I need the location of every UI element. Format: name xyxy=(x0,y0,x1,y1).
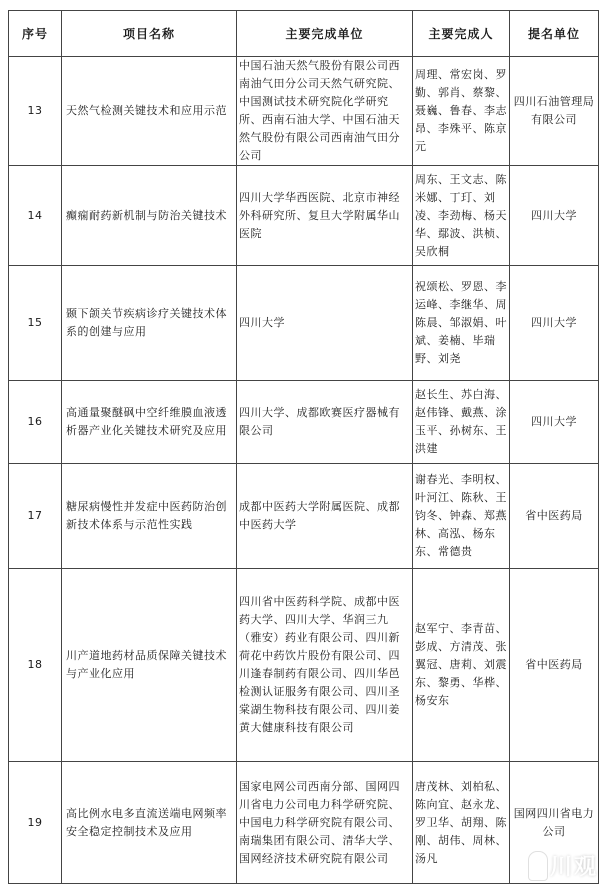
row-no: 18 xyxy=(9,569,62,762)
nominator: 四川大学 xyxy=(510,381,599,464)
header-nominator: 提名单位 xyxy=(510,11,599,57)
row-no: 17 xyxy=(9,464,62,569)
header-main-units: 主要完成单位 xyxy=(237,11,413,57)
project-name: 颞下颌关节疾病诊疗关键技术体系的创建与应用 xyxy=(62,266,237,381)
table-row xyxy=(9,166,599,266)
table-row xyxy=(9,762,599,884)
main-people: 周东、王文志、陈米娜、丁玎、刘凌、李劲梅、杨天华、鄢波、洪桢、吴欣桐 xyxy=(413,166,510,266)
header-row xyxy=(9,11,599,57)
row-no: 19 xyxy=(9,762,62,884)
header-main-people: 主要完成人 xyxy=(413,11,510,57)
main-units: 四川大学 xyxy=(237,266,413,381)
main-people: 唐茂林、刘柏私、陈向宜、赵永龙、罗卫华、胡翔、陈刚、胡伟、周林、汤凡 xyxy=(413,762,510,884)
main-people: 赵长生、苏白海、赵伟锋、戴燕、涂玉平、孙树东、王洪建 xyxy=(413,381,510,464)
project-name: 糖尿病慢性并发症中医药防治创新技术体系与示范性实践 xyxy=(62,464,237,569)
main-units: 四川大学、成都欧赛医疗器械有限公司 xyxy=(237,381,413,464)
row-no: 15 xyxy=(9,266,62,381)
main-units: 四川省中医药科学院、成都中医药大学、四川大学、华润三九（雅安）药业有限公司、四川新荷花中药饮片股份有限公司、四川逢春制药有限公司、四川华邑检测认证服务有限公司、四川圣棠湖生物科技有限公司、四川姜黄大健康科技有限公司 xyxy=(237,569,413,762)
main-units: 中国石油天然气股份有限公司西南油气田分公司天然气研究院、中国测试技术研究院化学研究所、西南石油大学、中国石油天然气股份有限公司西南油气田分公司 xyxy=(237,57,413,166)
row-no: 16 xyxy=(9,381,62,464)
project-name: 川产道地药材品质保障关键技术与产业化应用 xyxy=(62,569,237,762)
main-people: 周理、常宏岗、罗勤、郭肖、蔡黎、聂巍、鲁春、李志昂、李殊平、陈京元 xyxy=(413,57,510,166)
nominator: 四川大学 xyxy=(510,166,599,266)
header-project-name: 项目名称 xyxy=(62,11,237,57)
project-name: 癫痫耐药新机制与防治关键技术 xyxy=(62,166,237,266)
table-row xyxy=(9,266,599,381)
main-people: 谢春光、李明权、叶河江、陈秋、王钧冬、钟森、郑燕林、高泓、杨东东、常德贵 xyxy=(413,464,510,569)
table-row xyxy=(9,57,599,166)
nominator: 四川石油管理局有限公司 xyxy=(510,57,599,166)
table-row xyxy=(9,569,599,762)
header-no: 序号 xyxy=(9,11,62,57)
table-row xyxy=(9,464,599,569)
project-name: 天然气检测关键技术和应用示范 xyxy=(62,57,237,166)
chuanguan-logo-icon xyxy=(528,851,548,881)
main-units: 成都中医药大学附属医院、成都中医药大学 xyxy=(237,464,413,569)
awards-table xyxy=(8,10,599,884)
main-people: 祝颂松、罗恩、李运峰、李继华、周陈晨、邹淑娟、叶斌、姜楠、毕瑞野、刘尧 xyxy=(413,266,510,381)
row-no: 14 xyxy=(9,166,62,266)
table-row xyxy=(9,381,599,464)
watermark-text: 川观 xyxy=(549,855,598,880)
main-units: 四川大学华西医院、北京市神经外科研究所、复旦大学附属华山医院 xyxy=(237,166,413,266)
row-no: 13 xyxy=(9,57,62,166)
nominator: 省中医药局 xyxy=(510,569,599,762)
project-name: 高通量聚醚砜中空纤维膜血液透析器产业化关键技术研究及应用 xyxy=(62,381,237,464)
watermark xyxy=(528,850,598,881)
nominator: 省中医药局 xyxy=(510,464,599,569)
main-units: 国家电网公司西南分部、国网四川省电力公司电力科学研究院、中国电力科学研究院有限公司、南瑞集团有限公司、清华大学、国网经济技术研究院有限公司 xyxy=(237,762,413,884)
nominator: 国网四川省电力公司 xyxy=(510,762,599,884)
project-name: 高比例水电多直流送端电网频率安全稳定控制技术及应用 xyxy=(62,762,237,884)
nominator: 四川大学 xyxy=(510,266,599,381)
main-people: 赵军宁、李青苗、彭成、方清茂、张翼冠、唐莉、刘震东、黎勇、华桦、杨安东 xyxy=(413,569,510,762)
